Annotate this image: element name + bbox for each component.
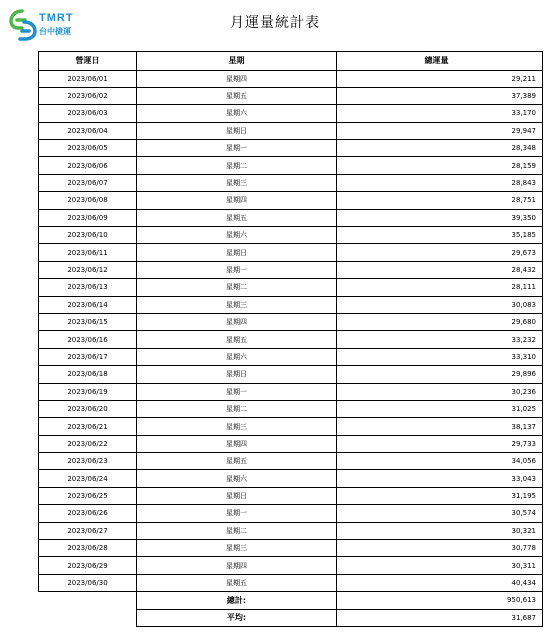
- row-weekday: 星期六: [137, 227, 337, 244]
- row-weekday: 星期五: [137, 331, 337, 348]
- row-date: 2023/06/10: [39, 227, 137, 244]
- row-date: 2023/06/27: [39, 522, 137, 539]
- row-ridership: 28,843: [337, 174, 543, 191]
- row-date: 2023/06/03: [39, 105, 137, 122]
- logo-brand-text: TMRT: [39, 12, 74, 24]
- row-ridership: 31,195: [337, 487, 543, 504]
- row-ridership: 34,056: [337, 453, 543, 470]
- ridership-table: [38, 51, 543, 627]
- row-weekday: 星期一: [137, 383, 337, 400]
- table-row: [39, 418, 543, 435]
- row-weekday: 星期六: [137, 105, 337, 122]
- table-row: [39, 244, 543, 261]
- row-ridership: 28,432: [337, 261, 543, 278]
- row-ridership: 28,348: [337, 140, 543, 157]
- row-ridership: 29,947: [337, 122, 543, 139]
- row-weekday: 星期六: [137, 470, 337, 487]
- row-date: 2023/06/13: [39, 279, 137, 296]
- row-date: 2023/06/14: [39, 296, 137, 313]
- row-ridership: 30,311: [337, 557, 543, 574]
- row-date: 2023/06/05: [39, 140, 137, 157]
- row-date: 2023/06/24: [39, 470, 137, 487]
- row-ridership: 28,751: [337, 192, 543, 209]
- table-row: [39, 192, 543, 209]
- row-date: 2023/06/25: [39, 487, 137, 504]
- row-weekday: 星期四: [137, 557, 337, 574]
- table-body: [39, 70, 543, 592]
- row-weekday: 星期三: [137, 540, 337, 557]
- total-spacer: [39, 592, 137, 609]
- table-row: [39, 87, 543, 104]
- table-header-row: [39, 52, 543, 71]
- row-date: 2023/06/21: [39, 418, 137, 435]
- row-weekday: 星期日: [137, 366, 337, 383]
- header-date: 營運日: [39, 52, 137, 71]
- row-date: 2023/06/19: [39, 383, 137, 400]
- row-ridership: 40,434: [337, 574, 543, 591]
- row-date: 2023/06/02: [39, 87, 137, 104]
- table-row: [39, 435, 543, 452]
- row-weekday: 星期四: [137, 192, 337, 209]
- row-weekday: 星期二: [137, 157, 337, 174]
- row-weekday: 星期二: [137, 279, 337, 296]
- row-ridership: 29,733: [337, 435, 543, 452]
- row-date: 2023/06/22: [39, 435, 137, 452]
- table-row: [39, 70, 543, 87]
- row-ridership: 33,232: [337, 331, 543, 348]
- row-date: 2023/06/16: [39, 331, 137, 348]
- table-row: [39, 574, 543, 591]
- row-weekday: 星期三: [137, 296, 337, 313]
- table-row: [39, 157, 543, 174]
- total-row: [39, 592, 543, 609]
- average-row: [39, 609, 543, 626]
- row-date: 2023/06/15: [39, 313, 137, 330]
- row-weekday: 星期一: [137, 140, 337, 157]
- row-ridership: 33,170: [337, 105, 543, 122]
- row-date: 2023/06/29: [39, 557, 137, 574]
- row-date: 2023/06/04: [39, 122, 137, 139]
- table-row: [39, 383, 543, 400]
- table-row: [39, 453, 543, 470]
- table-row: [39, 348, 543, 365]
- row-date: 2023/06/26: [39, 505, 137, 522]
- row-ridership: 39,350: [337, 209, 543, 226]
- table-row: [39, 366, 543, 383]
- header-weekday: 星期: [137, 52, 337, 71]
- table-row: [39, 505, 543, 522]
- row-weekday: 星期六: [137, 348, 337, 365]
- row-weekday: 星期一: [137, 505, 337, 522]
- row-date: 2023/06/01: [39, 70, 137, 87]
- row-weekday: 星期日: [137, 122, 337, 139]
- table-row: [39, 261, 543, 278]
- row-weekday: 星期五: [137, 453, 337, 470]
- table-row: [39, 522, 543, 539]
- table-row: [39, 140, 543, 157]
- row-ridership: 29,680: [337, 313, 543, 330]
- row-ridership: 28,159: [337, 157, 543, 174]
- row-ridership: 31,025: [337, 400, 543, 417]
- row-ridership: 29,896: [337, 366, 543, 383]
- logo-subtitle-text: 台中捷運: [39, 27, 71, 36]
- table-row: [39, 331, 543, 348]
- row-weekday: 星期一: [137, 261, 337, 278]
- row-date: 2023/06/30: [39, 574, 137, 591]
- row-weekday: 星期五: [137, 87, 337, 104]
- row-ridership: 30,083: [337, 296, 543, 313]
- page-title: 月運量統計表: [230, 15, 320, 31]
- row-date: 2023/06/09: [39, 209, 137, 226]
- row-weekday: 星期三: [137, 418, 337, 435]
- table-row: [39, 400, 543, 417]
- table-row: [39, 470, 543, 487]
- row-weekday: 星期四: [137, 435, 337, 452]
- row-date: 2023/06/07: [39, 174, 137, 191]
- row-date: 2023/06/17: [39, 348, 137, 365]
- row-ridership: 29,673: [337, 244, 543, 261]
- row-weekday: 星期日: [137, 244, 337, 261]
- table-row: [39, 487, 543, 504]
- row-ridership: 33,310: [337, 348, 543, 365]
- row-weekday: 星期二: [137, 522, 337, 539]
- table-row: [39, 174, 543, 191]
- table-row: [39, 557, 543, 574]
- table-row: [39, 105, 543, 122]
- average-value: 31,687: [337, 609, 543, 626]
- row-ridership: 28,111: [337, 279, 543, 296]
- row-ridership: 37,389: [337, 87, 543, 104]
- table-row: [39, 209, 543, 226]
- row-weekday: 星期五: [137, 209, 337, 226]
- row-date: 2023/06/18: [39, 366, 137, 383]
- row-ridership: 35,185: [337, 227, 543, 244]
- row-date: 2023/06/11: [39, 244, 137, 261]
- row-weekday: 星期三: [137, 174, 337, 191]
- table-row: [39, 313, 543, 330]
- total-value: 950,613: [337, 592, 543, 609]
- row-ridership: 30,574: [337, 505, 543, 522]
- row-date: 2023/06/06: [39, 157, 137, 174]
- row-ridership: 30,236: [337, 383, 543, 400]
- average-spacer: [39, 609, 137, 626]
- row-weekday: 星期四: [137, 70, 337, 87]
- table-row: [39, 296, 543, 313]
- table-row: [39, 540, 543, 557]
- total-label: 總計:: [137, 592, 337, 609]
- row-date: 2023/06/23: [39, 453, 137, 470]
- row-date: 2023/06/12: [39, 261, 137, 278]
- row-ridership: 38,137: [337, 418, 543, 435]
- row-ridership: 33,043: [337, 470, 543, 487]
- row-ridership: 30,321: [337, 522, 543, 539]
- row-ridership: 29,211: [337, 70, 543, 87]
- row-date: 2023/06/08: [39, 192, 137, 209]
- row-weekday: 星期二: [137, 400, 337, 417]
- header-ridership: 總運量: [337, 52, 543, 71]
- table-row: [39, 122, 543, 139]
- row-weekday: 星期五: [137, 574, 337, 591]
- row-weekday: 星期日: [137, 487, 337, 504]
- row-date: 2023/06/28: [39, 540, 137, 557]
- average-label: 平均:: [137, 609, 337, 626]
- table-row: [39, 279, 543, 296]
- row-date: 2023/06/20: [39, 400, 137, 417]
- row-ridership: 30,778: [337, 540, 543, 557]
- row-weekday: 星期四: [137, 313, 337, 330]
- table-row: [39, 227, 543, 244]
